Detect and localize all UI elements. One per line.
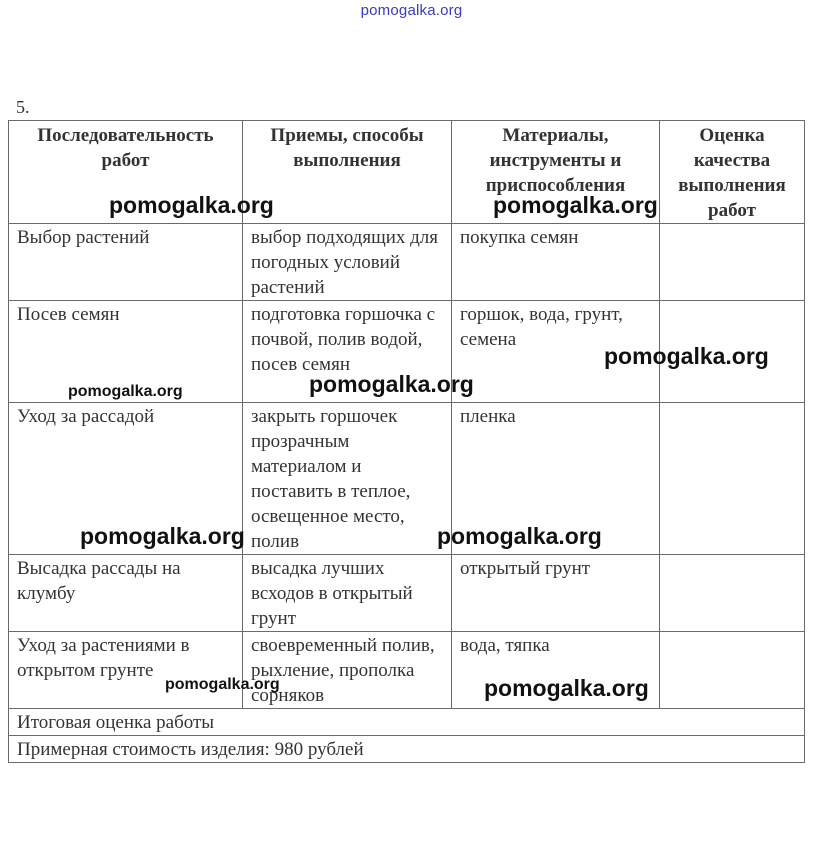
watermark: pomogalka.org — [484, 675, 649, 701]
header-methods: Приемы, способы выполнения — [243, 121, 452, 224]
cell-methods: выбор подходящих для погодных условий растений — [243, 224, 452, 301]
watermark: pomogalka.org — [109, 192, 274, 218]
estimated-cost: Примерная стоимость изделия: 980 рублей — [9, 736, 805, 763]
cell-quality — [660, 403, 805, 555]
watermark: pomogalka.org — [165, 676, 280, 693]
cell-materials: покупка семян — [452, 224, 660, 301]
total-rating-row — [9, 709, 805, 736]
table-row — [9, 555, 805, 632]
cell-quality — [660, 555, 805, 632]
cell-materials: горшок, вода, грунт, семена — [452, 301, 660, 403]
estimated-cost-row — [9, 736, 805, 763]
cell-materials: открытый грунт — [452, 555, 660, 632]
cell-methods: подготовка горшочка с почвой, полив водой, посев семян — [243, 301, 452, 403]
cell-sequence: Высадка рассады на клумбу — [9, 555, 243, 632]
table-row — [9, 632, 805, 709]
cell-quality — [660, 632, 805, 709]
cell-methods: высадка лучших всходов в открытый грунт — [243, 555, 452, 632]
watermark: pomogalka.org — [493, 192, 658, 218]
cell-methods: своевременный полив, рыхление, прополка сорняков — [243, 632, 452, 709]
cell-sequence: Посев семян — [9, 301, 243, 403]
cell-quality — [660, 224, 805, 301]
header-quality: Оценка качества выполнения работ — [660, 121, 805, 224]
cell-sequence: Уход за растениями в открытом грунте — [9, 632, 243, 709]
task-number: 5. — [16, 97, 30, 117]
header-sequence: Последовательность работ — [9, 121, 243, 224]
cell-materials: пленка — [452, 403, 660, 555]
cell-sequence: Уход за рассадой — [9, 403, 243, 555]
watermark: pomogalka.org — [437, 523, 602, 549]
watermark: pomogalka.org — [68, 383, 183, 400]
watermark: pomogalka.org — [80, 523, 245, 549]
cell-sequence: Выбор растений — [9, 224, 243, 301]
cell-materials: вода, тяпка — [452, 632, 660, 709]
table-row — [9, 224, 805, 301]
watermark: pomogalka.org — [309, 371, 474, 397]
watermark: pomogalka.org — [604, 343, 769, 369]
header-materials: Материалы, инструменты и приспособления — [452, 121, 660, 224]
total-rating: Итоговая оценка работы — [9, 709, 805, 736]
cell-methods: закрыть горшочек прозрачным материалом и поставить в теплое, освещенное место, полив — [243, 403, 452, 555]
site-watermark-top: pomogalka.org — [360, 2, 463, 19]
